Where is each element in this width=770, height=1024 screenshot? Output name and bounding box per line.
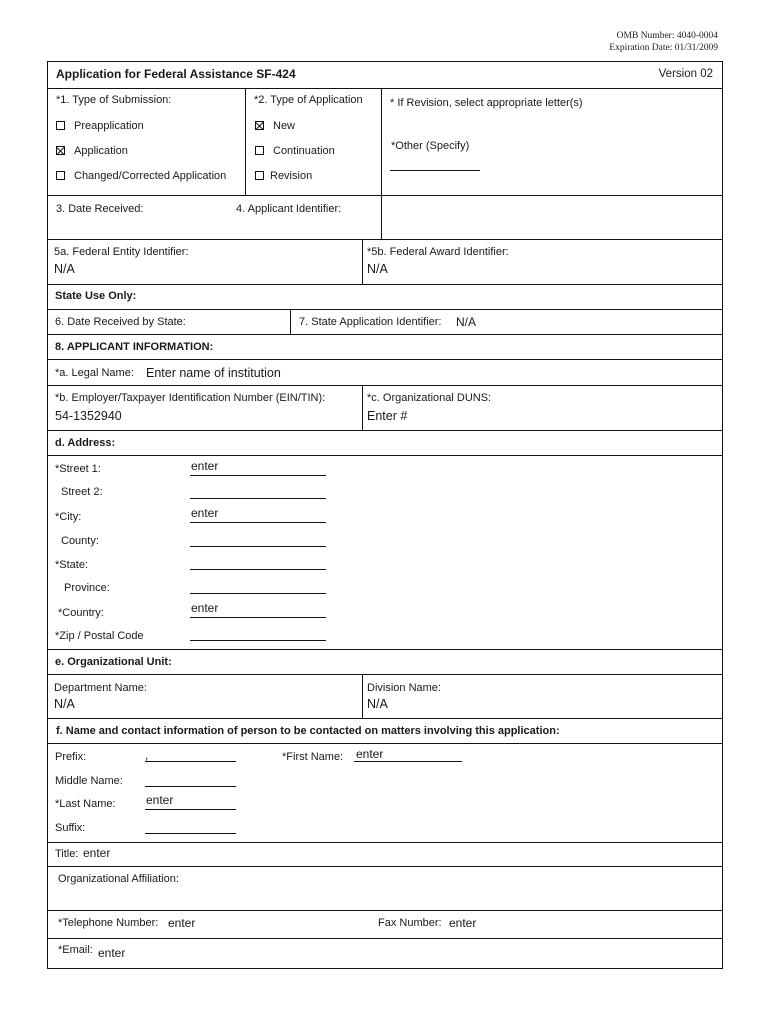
middle-name-field[interactable] <box>145 786 236 787</box>
state-application-id-label: 7. State Application Identifier: <box>299 316 442 328</box>
country-field[interactable] <box>190 617 326 618</box>
province-label: Province: <box>64 582 110 594</box>
omb-number: OMB Number: 4040-0004 <box>616 31 718 41</box>
rule <box>47 842 723 843</box>
ein-label: *b. Employer/Taxpayer Identification Number (EIN/TIN): <box>55 392 326 404</box>
province-field[interactable] <box>190 593 326 594</box>
ein-value[interactable]: 54-1352940 <box>55 409 122 423</box>
rule <box>47 385 723 386</box>
street1-field[interactable] <box>190 475 326 476</box>
rule <box>47 649 723 650</box>
divider <box>245 88 246 195</box>
affiliation-label: Organizational Affiliation: <box>58 873 179 885</box>
rule <box>47 284 723 285</box>
title-value[interactable]: enter <box>83 846 111 860</box>
city-value: enter <box>191 506 219 520</box>
telephone-value[interactable]: enter <box>168 916 196 930</box>
divider <box>381 88 382 195</box>
divider <box>362 385 363 430</box>
rule <box>47 88 723 89</box>
suffix-label: Suffix: <box>55 822 86 834</box>
department-value[interactable]: N/A <box>54 697 75 711</box>
changed-corrected-checkbox[interactable] <box>56 171 65 180</box>
country-label: *Country: <box>58 607 104 619</box>
new-label: New <box>273 120 296 132</box>
city-label: *City: <box>55 511 82 523</box>
suffix-field[interactable] <box>145 833 236 834</box>
duns-label: *c. Organizational DUNS: <box>367 392 492 404</box>
continuation-label: Continuation <box>273 145 335 157</box>
telephone-label: *Telephone Number: <box>58 917 159 929</box>
rule <box>47 938 723 939</box>
contact-section: f. Name and contact information of person to be contacted on matters involving this application: <box>56 725 560 737</box>
application-label: Application <box>74 145 128 157</box>
prefix-field[interactable] <box>145 761 236 762</box>
rule <box>47 743 723 744</box>
federal-award-label: *5b. Federal Award Identifier: <box>367 246 509 258</box>
application-checkbox[interactable] <box>56 146 65 155</box>
prefix-label: Prefix: <box>55 751 87 763</box>
country-value: enter <box>191 601 219 615</box>
rule <box>47 910 723 911</box>
divider <box>362 239 363 284</box>
division-label: Division Name: <box>367 682 441 694</box>
rule <box>47 239 723 240</box>
preapplication-checkbox[interactable] <box>56 121 65 130</box>
county-field[interactable] <box>190 546 326 547</box>
rule <box>47 718 723 719</box>
date-received-state-label: 6. Date Received by State: <box>55 316 186 328</box>
date-received-label: 3. Date Received: <box>56 203 144 215</box>
city-field[interactable] <box>190 522 326 523</box>
street1-value: enter <box>191 459 219 473</box>
divider <box>381 195 382 239</box>
federal-award-value[interactable]: N/A <box>367 262 388 276</box>
federal-entity-label: 5a. Federal Entity Identifier: <box>54 246 189 258</box>
fax-label: Fax Number: <box>378 917 442 929</box>
state-application-id-value[interactable]: N/A <box>456 315 477 329</box>
other-specify-field[interactable] <box>390 170 480 171</box>
revision-checkbox[interactable] <box>255 171 264 180</box>
federal-entity-value[interactable]: N/A <box>54 262 75 276</box>
divider <box>290 309 291 334</box>
expiration-date: Expiration Date: 01/31/2009 <box>609 43 718 53</box>
prefix-value: , <box>145 748 149 762</box>
state-field[interactable] <box>190 569 326 570</box>
email-label: *Email: <box>58 944 93 956</box>
division-value[interactable]: N/A <box>367 697 388 711</box>
changed-corrected-label: Changed/Corrected Application <box>74 170 227 182</box>
first-name-label: *First Name: <box>282 751 344 763</box>
submission-type-label: *1. Type of Submission: <box>56 94 172 106</box>
rule <box>47 195 723 196</box>
fax-value[interactable]: enter <box>449 916 477 930</box>
state-use-title: State Use Only: <box>55 290 137 302</box>
omb-header <box>609 30 718 54</box>
rule <box>47 430 723 431</box>
divider <box>362 674 363 718</box>
rule <box>47 455 723 456</box>
state-label: *State: <box>55 559 89 571</box>
other-specify-label: *Other (Specify) <box>391 140 470 152</box>
last-name-field[interactable] <box>145 809 236 810</box>
address-section: d. Address: <box>55 437 116 449</box>
legal-name-label: *a. Legal Name: <box>55 367 134 379</box>
duns-value[interactable]: Enter # <box>367 409 408 423</box>
county-label: County: <box>61 535 99 547</box>
form-title: Application for Federal Assistance SF-424 <box>56 67 296 81</box>
revision-label: Revision <box>270 170 313 182</box>
last-name-label: *Last Name: <box>55 798 116 810</box>
department-label: Department Name: <box>54 682 147 694</box>
zip-field[interactable] <box>190 640 326 641</box>
preapplication-label: Preapplication <box>74 120 144 132</box>
application-type-label: *2. Type of Application <box>254 94 363 106</box>
applicant-info-section: 8. APPLICANT INFORMATION: <box>55 341 214 353</box>
org-unit-section: e. Organizational Unit: <box>55 656 172 668</box>
continuation-checkbox[interactable] <box>255 146 264 155</box>
street2-field[interactable] <box>190 498 326 499</box>
first-name-field[interactable] <box>354 761 462 762</box>
rule <box>47 309 723 310</box>
legal-name-value[interactable]: Enter name of institution <box>146 366 281 380</box>
rule <box>47 334 723 335</box>
title-label: Title: <box>55 848 79 860</box>
rule <box>47 674 723 675</box>
applicant-identifier-label: 4. Applicant Identifier: <box>236 203 342 215</box>
zip-label: *Zip / Postal Code <box>55 630 144 642</box>
form-version: Version 02 <box>658 68 713 80</box>
revision-letter-label: * If Revision, select appropriate letter(s) <box>390 97 583 109</box>
street2-label: Street 2: <box>61 486 103 498</box>
first-name-value: enter <box>356 747 384 761</box>
rule <box>47 359 723 360</box>
email-value[interactable]: enter <box>98 946 126 960</box>
rule <box>47 866 723 867</box>
street1-label: *Street 1: <box>55 463 101 475</box>
middle-name-label: Middle Name: <box>55 775 123 787</box>
last-name-value: enter <box>146 793 174 807</box>
new-checkbox[interactable] <box>255 121 264 130</box>
